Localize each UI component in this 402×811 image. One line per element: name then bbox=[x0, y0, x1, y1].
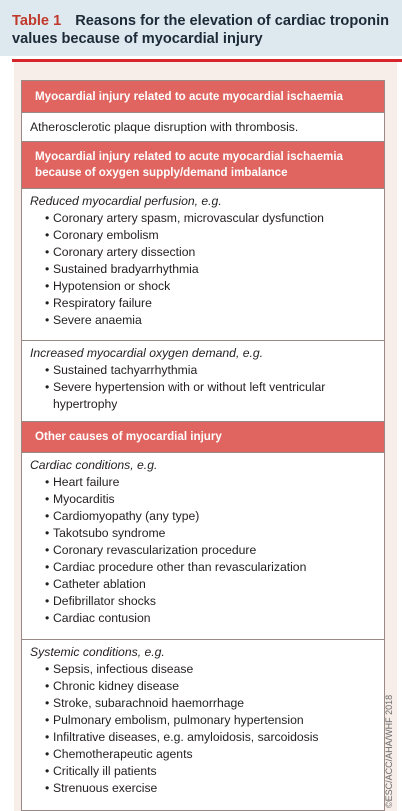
section-header-supply-demand bbox=[22, 141, 384, 188]
list-item: • Infiltrative diseases, e.g. amyloidosis, sarcoidosis bbox=[45, 729, 384, 746]
cause-list bbox=[30, 474, 384, 627]
list-item: • Coronary artery dissection bbox=[45, 244, 384, 261]
table-title-bar bbox=[0, 0, 402, 56]
table-number: Table 1 bbox=[12, 13, 62, 29]
list-item: • Severe hypertension with or without left ventricular bbox=[45, 379, 384, 396]
list-item: • Takotsubo syndrome bbox=[45, 525, 384, 542]
row-text: Atherosclerotic plaque disruption with thrombosis. bbox=[30, 119, 299, 134]
copyright-notice: ©ESC/ACC/AHA/WHF 2018 bbox=[384, 694, 394, 808]
list-item: • Myocarditis bbox=[45, 491, 384, 508]
group-intro: Systemic conditions, e.g. bbox=[30, 645, 165, 659]
list-item: • Coronary embolism bbox=[45, 227, 384, 244]
list-item-continuation bbox=[45, 396, 384, 413]
section-header-acute-ischaemia bbox=[22, 80, 384, 112]
list-item: • Cardiac procedure other than revascularization bbox=[45, 559, 384, 576]
list-item: • Hypotension or shock bbox=[45, 278, 384, 295]
section-header-other-causes bbox=[22, 421, 384, 452]
list-item: • Coronary revascularization procedure bbox=[45, 542, 384, 559]
table-title-line-2: values because of myocardial injury bbox=[12, 31, 263, 47]
list-item: • Cardiomyopathy (any type) bbox=[45, 508, 384, 525]
section-header-text: Myocardial injury related to acute myocardial ischaemia bbox=[35, 89, 343, 103]
group-intro: Cardiac conditions, e.g. bbox=[30, 458, 158, 472]
cause-list bbox=[30, 210, 384, 329]
causes-table bbox=[21, 80, 385, 811]
list-item: • Cardiac contusion bbox=[45, 610, 384, 627]
list-item: • Sepsis, infectious disease bbox=[45, 661, 384, 678]
group-systemic-conditions bbox=[22, 639, 384, 810]
table-title bbox=[12, 13, 389, 29]
list-item: • Critically ill patients bbox=[45, 763, 384, 780]
continuation-text: hypertrophy bbox=[53, 397, 118, 411]
list-item: • Strenuous exercise bbox=[45, 780, 384, 797]
group-intro: Increased myocardial oxygen demand, e.g. bbox=[30, 346, 264, 360]
list-item: • Sustained tachyarrhythmia bbox=[45, 362, 384, 379]
cause-list bbox=[30, 362, 384, 413]
section-header-text: Myocardial injury related to acute myocardial ischaemia bbox=[35, 150, 343, 163]
list-item: • Chemotherapeutic agents bbox=[45, 746, 384, 763]
section-header-text: Other causes of myocardial injury bbox=[35, 430, 222, 443]
list-item: • Chronic kidney disease bbox=[45, 678, 384, 695]
list-item: • Pulmonary embolism, pulmonary hypertension bbox=[45, 712, 384, 729]
list-item: • Heart failure bbox=[45, 474, 384, 491]
group-reduced-perfusion bbox=[22, 188, 384, 340]
table-title-line-1: Reasons for the elevation of cardiac troponin bbox=[75, 13, 390, 29]
list-item: • Respiratory failure bbox=[45, 295, 384, 312]
list-item: • Defibrillator shocks bbox=[45, 593, 384, 610]
list-item: • Coronary artery spasm, microvascular dysfunction bbox=[45, 210, 384, 227]
list-item: • Sustained bradyarrhythmia bbox=[45, 261, 384, 278]
group-increased-demand bbox=[22, 340, 384, 421]
list-item: • Severe anaemia bbox=[45, 312, 384, 329]
group-cardiac-conditions bbox=[22, 452, 384, 639]
list-item: • Catheter ablation bbox=[45, 576, 384, 593]
section-header-text: because of oxygen supply/demand imbalance bbox=[35, 166, 288, 179]
cause-list bbox=[30, 661, 384, 797]
section-row-plaque-disruption bbox=[22, 112, 384, 141]
list-item: • Stroke, subarachnoid haemorrhage bbox=[45, 695, 384, 712]
group-intro: Reduced myocardial perfusion, e.g. bbox=[30, 194, 222, 208]
